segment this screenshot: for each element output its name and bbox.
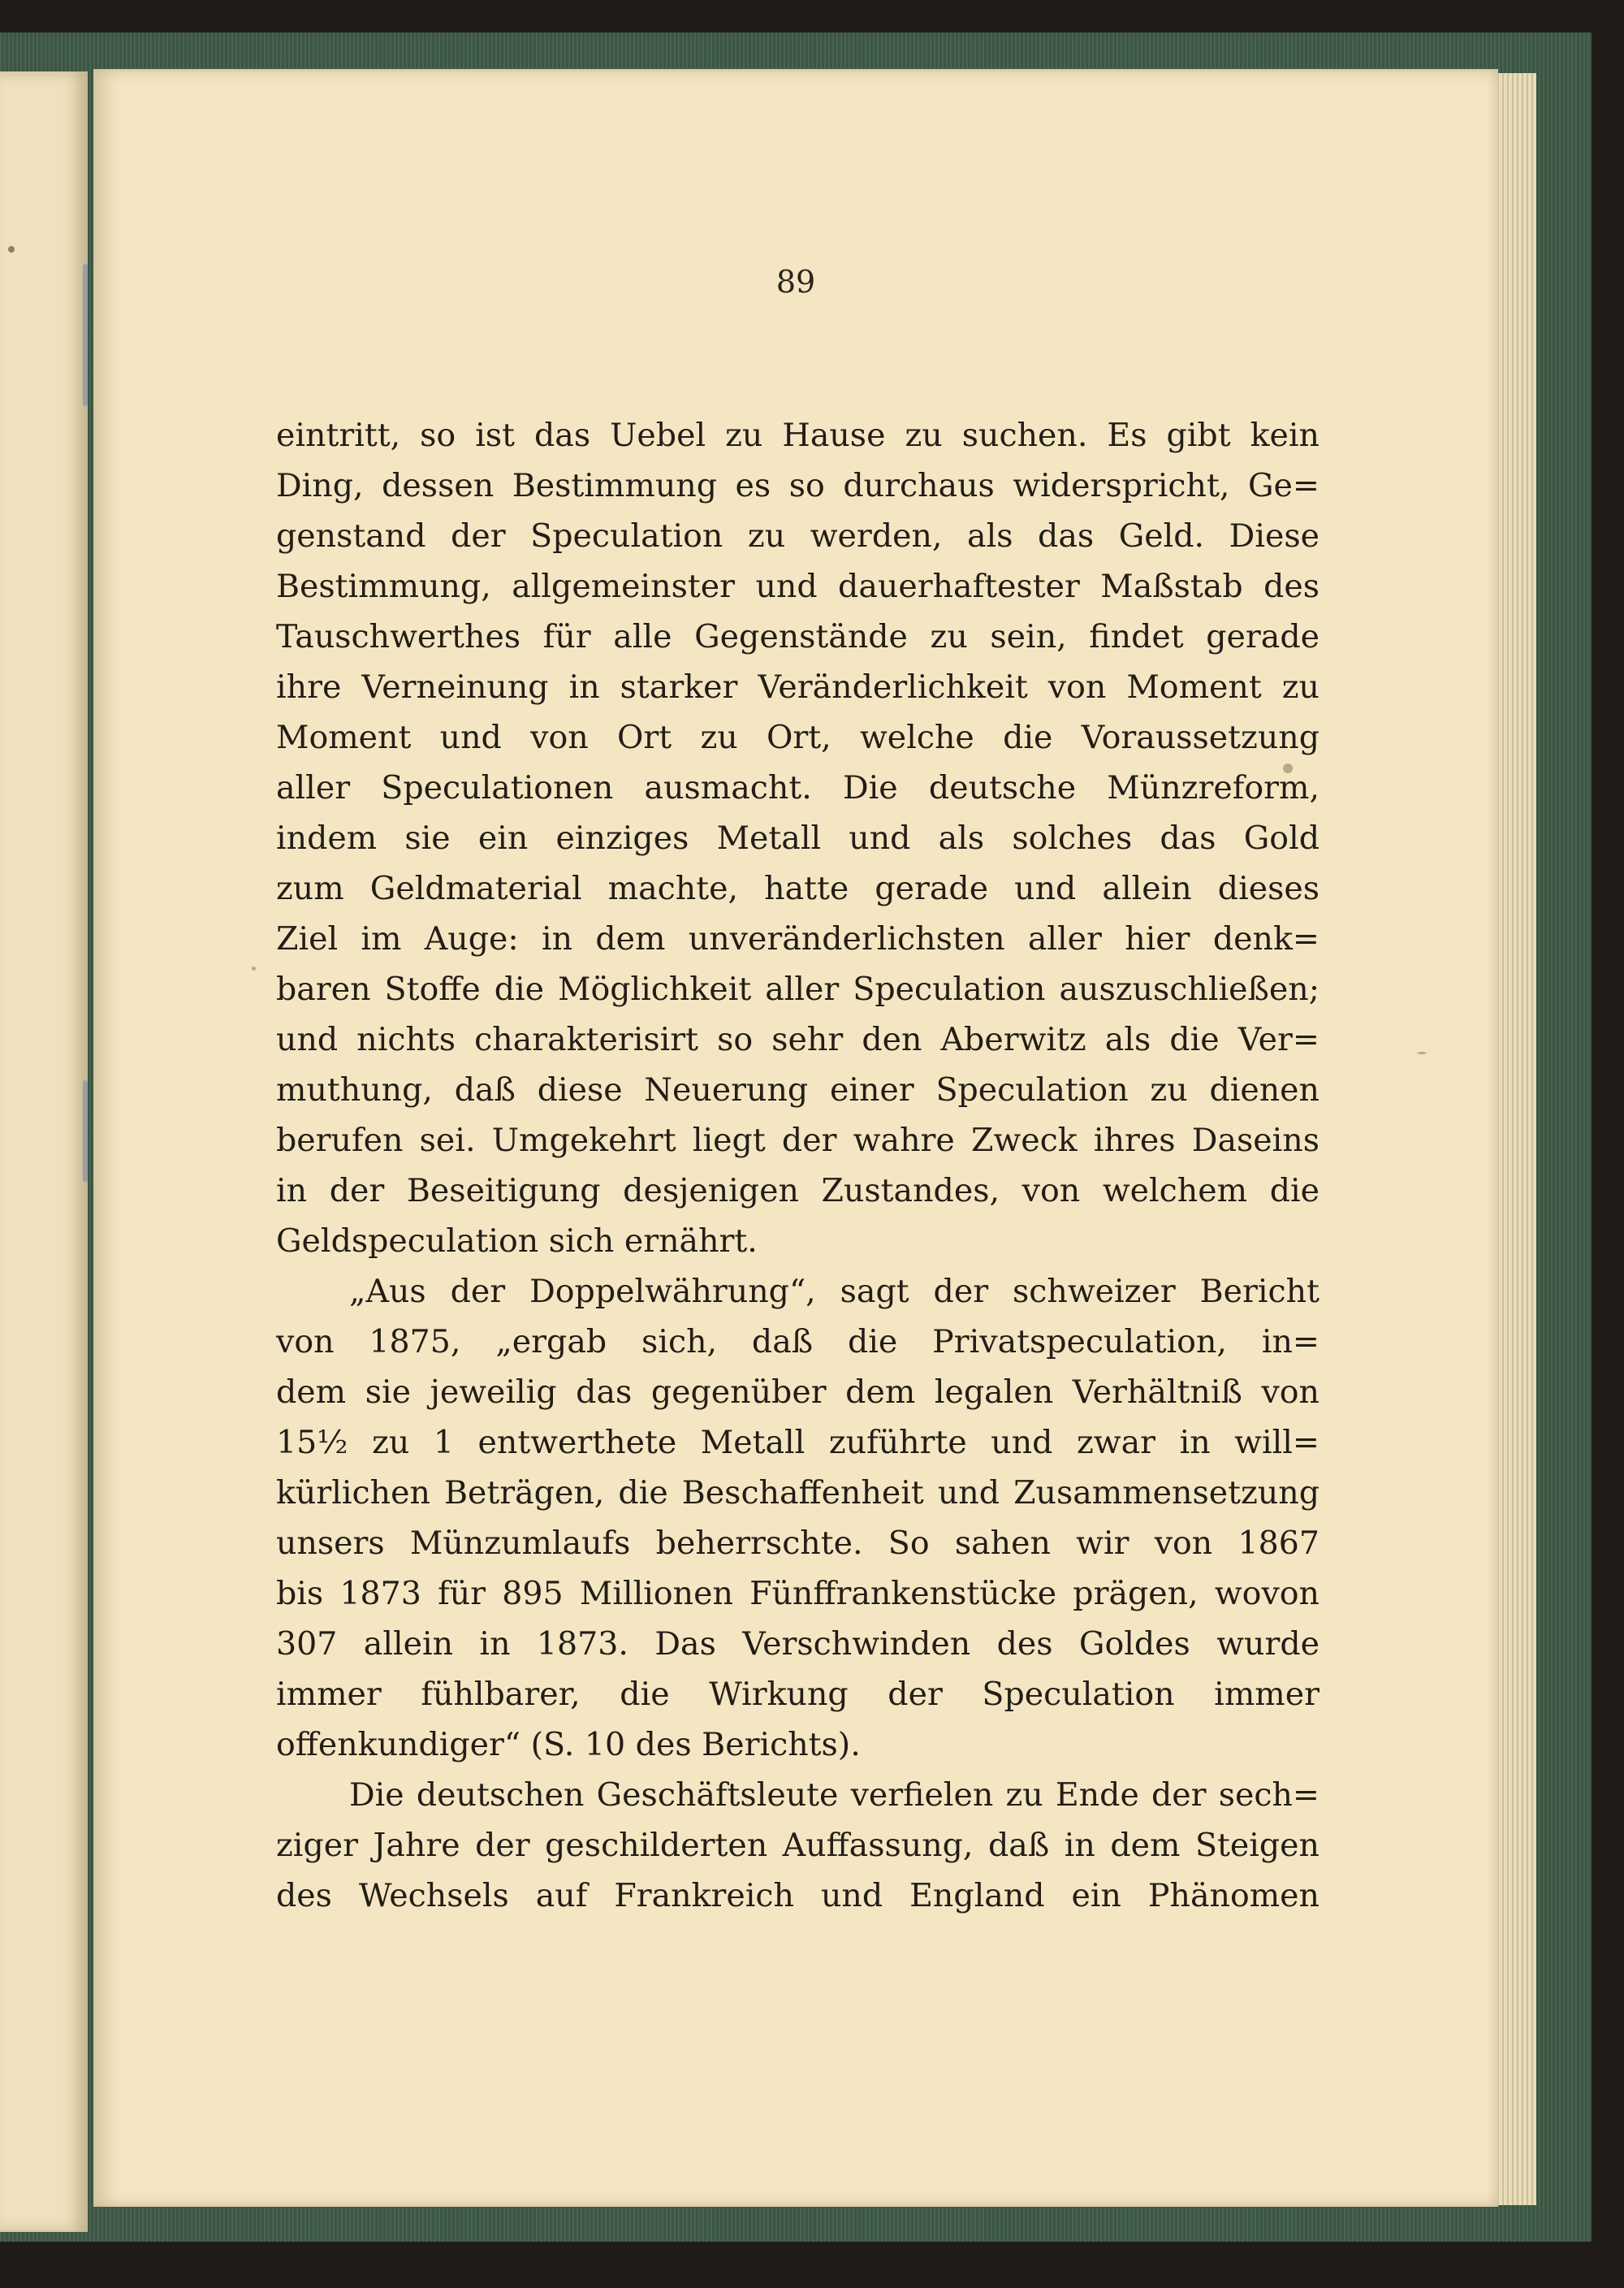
text-line: Bestimmung, allgemeinster und dauerhaftester Maßstab des bbox=[276, 568, 1320, 605]
text-line: offenkundiger“ (S. 10 des Berichts). bbox=[276, 1726, 861, 1763]
body-text bbox=[276, 410, 1320, 1921]
binding-thread-top bbox=[83, 264, 88, 406]
text-line: muthung, daß diese Neuerung einer Speculation zu dienen bbox=[276, 1071, 1320, 1109]
text-line: in der Beseitigung desjenigen Zustandes, von welchem die bbox=[276, 1172, 1320, 1209]
text-line: bis 1873 für 895 Millionen Fünffrankenstücke prägen, wovon bbox=[276, 1575, 1320, 1612]
paper-speck bbox=[1417, 1052, 1427, 1054]
text-line: und nichts charakterisirt so sehr den Aberwitz als die Ver= bbox=[276, 1021, 1320, 1058]
left-page-speck bbox=[8, 246, 15, 253]
text-line: „Aus der Doppelwährung“, sagt der schweizer Bericht bbox=[349, 1273, 1320, 1310]
text-line: zum Geldmaterial machte, hatte gerade und allein dieses bbox=[276, 870, 1320, 907]
page-number: 89 bbox=[775, 264, 816, 300]
text-line: Tauschwerthes für alle Gegenstände zu sein, findet gerade bbox=[276, 618, 1320, 655]
text-line: eintritt, so ist das Uebel zu Hause zu suchen. Es gibt kein bbox=[276, 417, 1320, 454]
text-line: Ziel im Auge: in dem unveränderlichsten aller hier denk= bbox=[276, 920, 1320, 958]
page-stack-edges bbox=[1494, 73, 1536, 2205]
text-line: Die deutschen Geschäftsleute verfielen zu Ende der sech= bbox=[349, 1776, 1320, 1814]
text-line: ihre Verneinung in starker Veränderlichkeit von Moment zu bbox=[276, 668, 1320, 706]
paper-speck bbox=[252, 967, 256, 971]
text-line: unsers Münzumlaufs beherrschte. So sahen wir von 1867 bbox=[276, 1525, 1320, 1562]
text-line: ziger Jahre der geschilderten Auffassung, daß in dem Steigen bbox=[276, 1827, 1320, 1864]
text-line: kürlichen Beträgen, die Beschaffenheit und Zusammensetzung bbox=[276, 1474, 1320, 1512]
text-line: Geldspeculation sich ernährt. bbox=[276, 1222, 758, 1260]
text-line: baren Stoffe die Möglichkeit aller Speculation auszuschließen; bbox=[276, 971, 1320, 1008]
text-line: dem sie jeweilig das gegenüber dem legalen Verhältniß von bbox=[276, 1373, 1320, 1411]
text-line: Moment und von Ort zu Ort, welche die Voraussetzung bbox=[276, 719, 1320, 756]
text-line: von 1875, „ergab sich, daß die Privatspeculation, in= bbox=[276, 1323, 1320, 1360]
book-page bbox=[93, 69, 1498, 2207]
text-line: aller Speculationen ausmacht. Die deutsche Münzreform, bbox=[276, 769, 1320, 807]
text-line: berufen sei. Umgekehrt liegt der wahre Zweck ihres Daseins bbox=[276, 1122, 1320, 1159]
binding-thread-bottom bbox=[83, 1080, 88, 1182]
text-line: 307 allein in 1873. Das Verschwinden des Goldes wurde bbox=[276, 1625, 1320, 1663]
text-line: Ding, dessen Bestimmung es so durchaus widerspricht, Ge= bbox=[276, 467, 1320, 504]
text-line: immer fühlbarer, die Wirkung der Speculation immer bbox=[276, 1676, 1320, 1713]
text-line: indem sie ein einziges Metall und als solches das Gold bbox=[276, 820, 1320, 857]
left-page-edge bbox=[0, 71, 88, 2232]
text-line: des Wechsels auf Frankreich und England ein Phänomen bbox=[276, 1877, 1320, 1914]
text-line: 15½ zu 1 entwerthete Metall zuführte und zwar in will= bbox=[276, 1424, 1320, 1461]
text-line: genstand der Speculation zu werden, als das Geld. Diese bbox=[276, 517, 1320, 555]
